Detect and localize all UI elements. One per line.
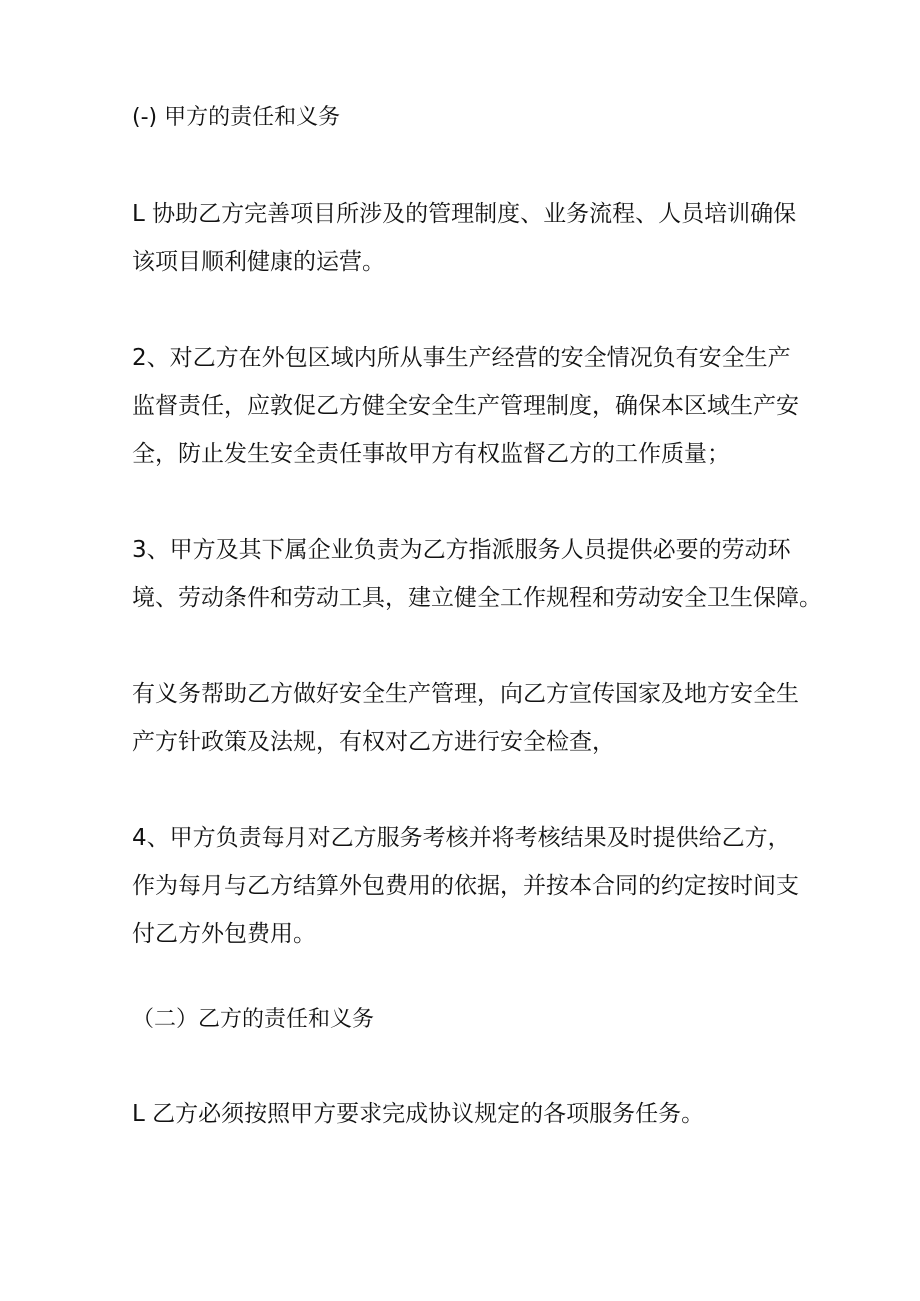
paragraph-line: 境、劳动条件和劳动工具，建立健全工作规程和劳动安全卫生保障。: [132, 585, 822, 611]
paragraph-line: 监督责任，应敦促乙方健全安全生产管理制度，确保本区域生产安: [132, 393, 799, 419]
paragraph-line: L 乙方必须按照甲方要求完成协议规定的各项服务任务。: [132, 1101, 705, 1127]
paragraph-line: 该项目顺利健康的运营。: [132, 249, 385, 275]
paragraph-line: 作为每月与乙方结算外包费用的依据，并按本合同的约定按时间支: [132, 873, 799, 899]
section-heading-party-b: [132, 996, 802, 1044]
paragraph-item-3-continued: [132, 670, 802, 766]
paragraph-item-b1: [132, 1090, 802, 1138]
paragraph-line: 付乙方外包费用。: [132, 921, 316, 947]
paragraph-item-3: [132, 526, 822, 622]
heading-text: (-) 甲方的责任和义务: [132, 105, 341, 130]
paragraph-item-2: [132, 334, 802, 478]
paragraph-line: 2、对乙方在外包区域内所从事生产经营的安全情况负有安全生产: [132, 345, 791, 371]
paragraph-item-1: [132, 190, 802, 286]
paragraph-item-4: [132, 814, 802, 958]
heading-text: （二）乙方的责任和义务: [132, 1007, 375, 1032]
paragraph-line: L 协助乙方完善项目所涉及的管理制度、业务流程、人员培训确保: [132, 201, 797, 227]
paragraph-line: 有义务帮助乙方做好安全生产管理，向乙方宣传国家及地方安全生: [132, 681, 799, 707]
paragraph-line: 4、甲方负责每月对乙方服务考核并将考核结果及时提供给乙方，: [132, 825, 791, 851]
paragraph-line: 3、甲方及其下属企业负责为乙方指派服务人员提供必要的劳动环: [132, 537, 791, 563]
paragraph-line: 全，防止发生安全责任事故甲方有权监督乙方的工作质量；: [132, 441, 730, 467]
paragraph-line: 产方针政策及法规，有权对乙方进行安全检查，: [132, 729, 615, 755]
section-heading-party-a: [132, 94, 802, 142]
